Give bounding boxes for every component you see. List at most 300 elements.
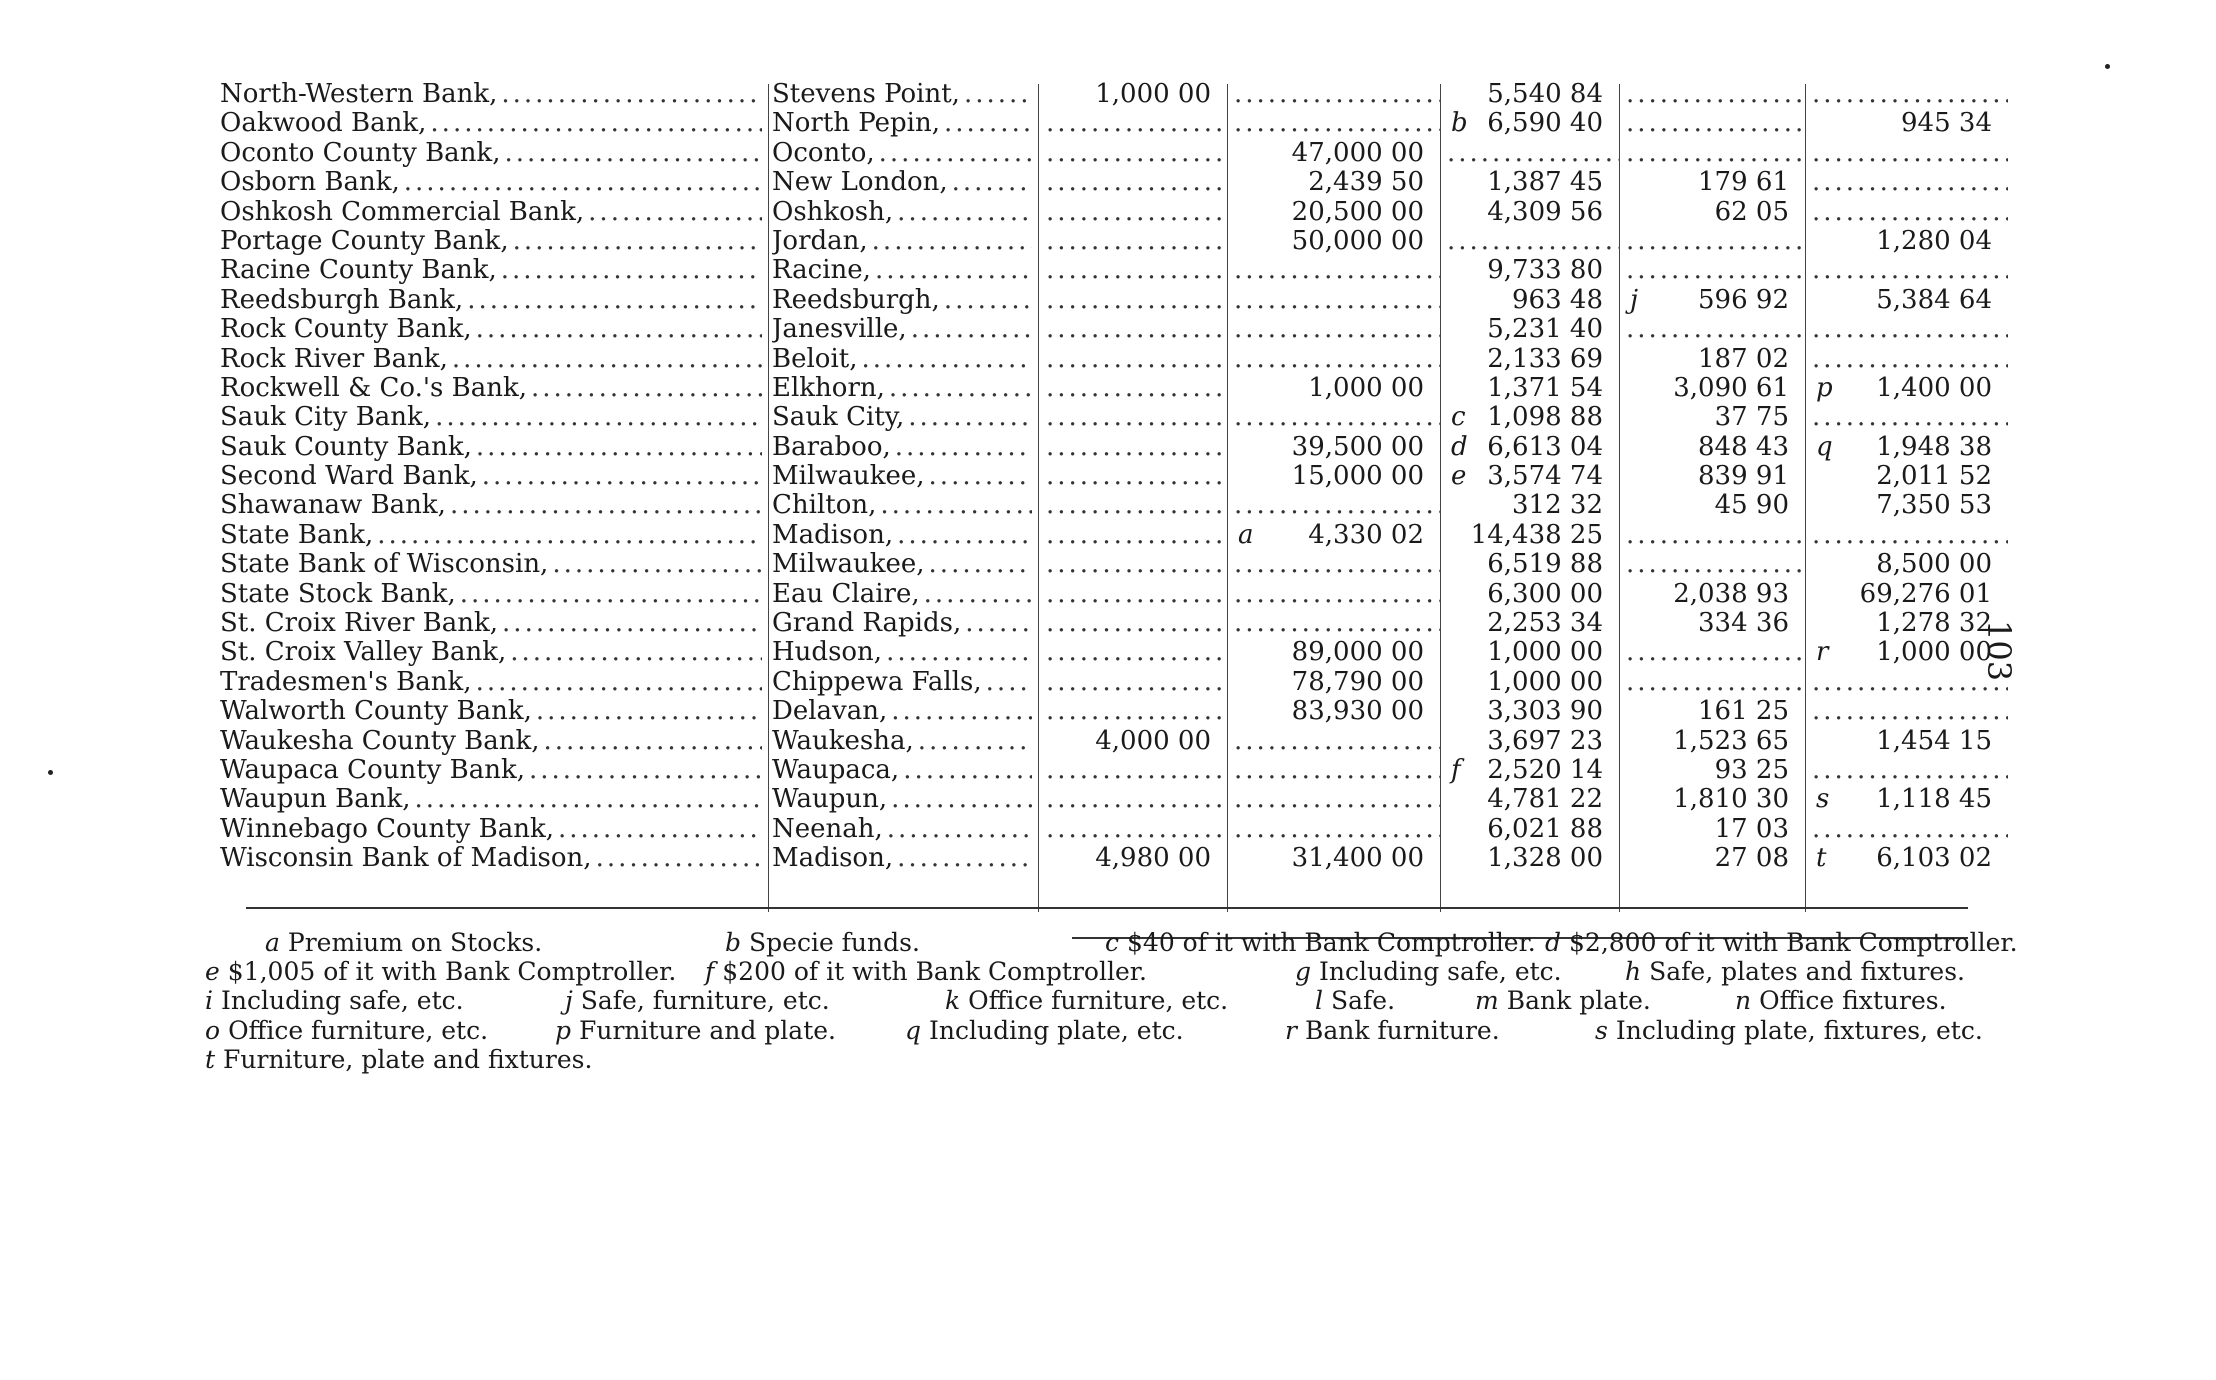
amount-value: 31,400 00 [1291, 844, 1424, 874]
dot-leader [1626, 668, 1805, 697]
dot-leader [897, 521, 1032, 550]
bank-name [220, 374, 762, 403]
dot-leader [1626, 638, 1805, 667]
dot-leader [986, 668, 1032, 697]
bank-name [220, 345, 762, 374]
footnote-marker: b [1451, 109, 1468, 139]
dot-leader [476, 315, 762, 344]
amount-cell [1443, 286, 1619, 315]
bank-name-text: Waukesha County Bank, [220, 726, 540, 756]
dot-leader [435, 403, 762, 432]
dot-leader [1447, 139, 1619, 168]
amount-cell [1443, 168, 1619, 197]
footnote-text: Office fixtures. [1759, 986, 1947, 1016]
location-column [772, 80, 1032, 874]
dot-leader [952, 168, 1032, 197]
footnote-key: f [705, 957, 715, 987]
dot-leader [903, 756, 1032, 785]
footnote-key: q [905, 1015, 922, 1045]
footnote-text: $2,800 of it with Bank Comptroller. [1569, 928, 2018, 957]
bank-location [772, 345, 1032, 374]
amount-cell [1808, 109, 2008, 138]
amount-value: 6,613 04 [1487, 432, 1603, 462]
amount-value: 7,350 53 [1876, 491, 1992, 521]
bank-name [220, 286, 762, 315]
amount-value: 5,384 64 [1876, 285, 1992, 315]
bank-name-column [220, 80, 762, 874]
dot-leader [1046, 815, 1227, 844]
amount-cell [1443, 462, 1619, 491]
amount-cell [1443, 668, 1619, 697]
dot-leader [872, 227, 1032, 256]
dot-leader [1046, 286, 1227, 315]
bank-name-text: Sauk County Bank, [220, 432, 472, 462]
bank-location-text: Stevens Point, [772, 80, 960, 109]
bank-location-text: North Pepin, [772, 109, 940, 139]
footnote-key: h [1625, 957, 1642, 987]
bank-location-text: Chippewa Falls, [772, 667, 982, 697]
bank-location-text: New London, [772, 168, 948, 198]
empty-cell [1230, 609, 1440, 638]
dot-leader [1234, 315, 1440, 344]
bank-location [772, 697, 1032, 726]
empty-cell [1042, 315, 1227, 344]
bank-location [772, 815, 1032, 844]
amount-value: 14,438 25 [1470, 520, 1603, 550]
dot-leader [1046, 139, 1227, 168]
amount-value: 1,000 00 [1876, 638, 1992, 668]
footnote-text: Including safe, etc. [1319, 957, 1562, 987]
amount-value: 37 75 [1714, 403, 1789, 433]
dot-leader [1626, 109, 1805, 138]
column-divider [1619, 84, 1620, 912]
dot-leader [1626, 80, 1805, 109]
amount-cell [1230, 227, 1440, 256]
dot-leader [1234, 286, 1440, 315]
footnotes [205, 928, 2018, 1074]
amount-value: 1,810 30 [1673, 785, 1789, 815]
amount-cell [1443, 198, 1619, 227]
dot-leader [404, 168, 762, 197]
dot-leader [1234, 491, 1440, 520]
amount-cell [1443, 785, 1619, 814]
amount-value: 69,276 01 [1859, 579, 1992, 609]
empty-cell [1808, 815, 2008, 844]
amount-cell [1443, 580, 1619, 609]
footnote-text: $1,005 of it with Bank Comptroller. [227, 957, 677, 987]
empty-cell [1230, 727, 1440, 756]
bank-name-text: Waupaca County Bank, [220, 755, 525, 785]
dot-leader [911, 315, 1032, 344]
bank-location-text: Waupaca, [772, 755, 900, 785]
dot-leader [1046, 550, 1227, 579]
amount-cell [1443, 109, 1619, 138]
empty-cell [1042, 109, 1227, 138]
amount-cell [1443, 844, 1619, 873]
bank-location [772, 550, 1032, 579]
amount-value: 2,520 14 [1487, 755, 1603, 785]
footnote [725, 928, 920, 957]
amount-cell [1622, 374, 1805, 403]
amount-cell [1443, 756, 1619, 785]
bank-location-text: Sauk City, [772, 403, 905, 433]
amount-cell [1443, 433, 1619, 462]
amount-value: 1,098 88 [1487, 403, 1603, 433]
dot-leader [452, 345, 762, 374]
amount-value: 1,387 45 [1487, 168, 1603, 198]
amount-value: 4,330 02 [1308, 520, 1424, 550]
dot-leader [1046, 168, 1227, 197]
empty-cell [1808, 315, 2008, 344]
amount-value: 1,400 00 [1876, 373, 1992, 403]
bank-name [220, 256, 762, 285]
amount-cell [1443, 374, 1619, 403]
dot-leader [1046, 491, 1227, 520]
amount-cell [1622, 815, 1805, 844]
dot-leader [879, 139, 1032, 168]
empty-cell [1230, 315, 1440, 344]
bank-location [772, 168, 1032, 197]
bank-location [772, 374, 1032, 403]
dot-leader [1626, 315, 1805, 344]
print-speck [48, 770, 53, 775]
amount-value: 5,231 40 [1487, 315, 1603, 345]
amount-cell [1622, 345, 1805, 374]
amount-value: 78,790 00 [1291, 667, 1424, 697]
amount-cell [1622, 844, 1805, 873]
amount-cell [1042, 727, 1227, 756]
empty-cell [1230, 785, 1440, 814]
empty-cell [1042, 256, 1227, 285]
amount-value: 4,309 56 [1487, 197, 1603, 227]
bank-location-text: Baraboo, [772, 432, 891, 462]
bank-location-text: Chilton, [772, 491, 877, 521]
dot-leader [1812, 697, 2008, 726]
dot-leader [1234, 815, 1440, 844]
bank-name-text: State Stock Bank, [220, 579, 456, 609]
amount-value: 39,500 00 [1291, 432, 1424, 462]
amount-value: 6,519 88 [1487, 550, 1603, 580]
dot-leader [1046, 198, 1227, 227]
amount-value: 20,500 00 [1291, 197, 1424, 227]
dot-leader [1046, 374, 1227, 403]
footnote-text: Premium on Stocks. [287, 928, 543, 957]
bank-name-text: Reedsburgh Bank, [220, 285, 464, 315]
empty-cell [1622, 256, 1805, 285]
amount-cell [1443, 521, 1619, 550]
dot-leader [1812, 521, 2008, 550]
footnote-marker: c [1451, 403, 1466, 433]
bank-name-text: Walworth County Bank, [220, 697, 532, 727]
footnote-text: Bank plate. [1506, 986, 1651, 1016]
dot-leader [450, 491, 762, 520]
amount-value: 3,090 61 [1673, 373, 1789, 403]
footnote [1295, 957, 1562, 986]
dot-leader [1626, 256, 1805, 285]
bank-name [220, 227, 762, 256]
empty-cell [1042, 609, 1227, 638]
dot-leader [862, 345, 1033, 374]
dot-leader [536, 697, 762, 726]
dot-leader [558, 815, 762, 844]
amount-cell [1443, 638, 1619, 667]
footnote-key: c [1105, 928, 1120, 957]
dot-leader [596, 844, 762, 873]
empty-cell [1622, 227, 1805, 256]
bank-name [220, 168, 762, 197]
empty-cell [1230, 109, 1440, 138]
dot-leader [1046, 756, 1227, 785]
amount-cell [1808, 491, 2008, 520]
dot-leader [1812, 403, 2008, 432]
bank-location-text: Delavan, [772, 697, 888, 727]
amount-cell [1808, 433, 2008, 462]
empty-cell [1230, 550, 1440, 579]
footnote-text: Including plate, etc. [929, 1015, 1184, 1045]
column-divider [1805, 84, 1806, 912]
footnote [1595, 1016, 1983, 1045]
footnote [205, 986, 464, 1015]
empty-cell [1808, 139, 2008, 168]
footnote-key: r [1285, 1015, 1297, 1045]
bank-location [772, 403, 1032, 432]
bank-location-text: Janesville, [772, 315, 907, 345]
amount-column-4 [1622, 80, 1805, 874]
footnote-marker: f [1451, 755, 1461, 785]
amount-value: 6,300 00 [1487, 579, 1603, 609]
amount-cell [1622, 609, 1805, 638]
dot-leader [891, 785, 1032, 814]
dot-leader [1046, 345, 1227, 374]
amount-value: 1,000 00 [1308, 373, 1424, 403]
amount-value: 6,590 40 [1487, 109, 1603, 139]
empty-cell [1042, 785, 1227, 814]
bank-location [772, 580, 1032, 609]
footnote [205, 1045, 592, 1074]
bank-location [772, 286, 1032, 315]
footnote-marker: t [1816, 844, 1827, 874]
dot-leader [476, 433, 762, 462]
empty-cell [1622, 80, 1805, 109]
empty-cell [1808, 345, 2008, 374]
amount-value: 83,930 00 [1291, 697, 1424, 727]
empty-cell [1808, 403, 2008, 432]
empty-cell [1230, 580, 1440, 609]
amount-value: 4,980 00 [1095, 844, 1211, 874]
empty-cell [1042, 227, 1227, 256]
amount-cell [1622, 433, 1805, 462]
dot-leader [1046, 609, 1227, 638]
amount-value: 3,303 90 [1487, 697, 1603, 727]
dot-leader [880, 491, 1032, 520]
bank-name [220, 80, 762, 109]
amount-value: 2,011 52 [1876, 462, 1992, 492]
dot-leader [482, 462, 762, 491]
footnote [205, 1016, 488, 1045]
bank-name [220, 815, 762, 844]
dot-leader [1234, 550, 1440, 579]
amount-value: 1,000 00 [1487, 667, 1603, 697]
empty-cell [1230, 286, 1440, 315]
empty-cell [1230, 80, 1440, 109]
empty-cell [1622, 638, 1805, 667]
empty-cell [1230, 756, 1440, 785]
bank-location-text: Elkhorn, [772, 373, 885, 403]
amount-value: 1,454 15 [1876, 726, 1992, 756]
empty-cell [1042, 550, 1227, 579]
footnote-line [205, 1045, 2005, 1074]
amount-cell [1230, 139, 1440, 168]
dot-leader [897, 198, 1032, 227]
dot-leader [513, 227, 762, 256]
amount-cell [1443, 491, 1619, 520]
empty-cell [1230, 403, 1440, 432]
bank-name-text: Osborn Bank, [220, 168, 400, 198]
dot-leader [1234, 403, 1440, 432]
dot-leader [1234, 580, 1440, 609]
bank-location [772, 109, 1032, 138]
column-divider [1038, 84, 1039, 912]
footnote-line [205, 928, 2018, 957]
dot-leader [1812, 315, 2008, 344]
amount-cell [1042, 80, 1227, 109]
empty-cell [1622, 550, 1805, 579]
bank-location [772, 609, 1032, 638]
bank-location-text: Jordan, [772, 226, 868, 256]
amount-cell [1230, 638, 1440, 667]
dot-leader [1046, 462, 1227, 491]
footnote [1475, 986, 1651, 1015]
bank-location [772, 462, 1032, 491]
bank-name-text: Racine County Bank, [220, 256, 497, 286]
empty-cell [1042, 286, 1227, 315]
amount-value: 6,103 02 [1876, 844, 1992, 874]
dot-leader [1812, 756, 2008, 785]
amount-value: 2,439 50 [1308, 168, 1424, 198]
amount-value: 8,500 00 [1876, 550, 1992, 580]
bank-name-text: Wisconsin Bank of Madison, [220, 844, 592, 874]
amount-cell [1622, 697, 1805, 726]
empty-cell [1042, 638, 1227, 667]
dot-leader [1812, 668, 2008, 697]
footnote-marker: e [1451, 462, 1467, 492]
amount-cell [1808, 844, 2008, 873]
dot-leader [502, 609, 762, 638]
column-divider [1440, 84, 1441, 912]
footnote-key: n [1735, 986, 1752, 1016]
dot-leader [875, 256, 1032, 285]
dot-leader [908, 403, 1032, 432]
bank-location [772, 198, 1032, 227]
amount-cell [1443, 80, 1619, 109]
dot-leader [501, 80, 762, 109]
amount-value: 1,523 65 [1673, 726, 1789, 756]
bank-name [220, 697, 762, 726]
bank-name [220, 727, 762, 756]
dot-leader [510, 638, 762, 667]
bank-name-text: Tradesmen's Bank, [220, 667, 472, 697]
amount-cell [1622, 462, 1805, 491]
empty-cell [1230, 491, 1440, 520]
bank-name-text: Waupun Bank, [220, 785, 411, 815]
amount-value: 27 08 [1714, 844, 1789, 874]
bank-name [220, 580, 762, 609]
footnote-text: Safe, furniture, etc. [580, 986, 830, 1016]
amount-cell [1808, 638, 2008, 667]
amount-value: 2,038 93 [1673, 579, 1789, 609]
footnote [1545, 928, 2018, 957]
footnote [945, 986, 1228, 1015]
dot-leader [895, 433, 1032, 462]
dot-leader [1812, 345, 2008, 374]
footnote-key: o [205, 1015, 221, 1045]
amount-value: 3,574 74 [1487, 462, 1603, 492]
dot-leader [1626, 227, 1805, 256]
amount-cell [1230, 521, 1440, 550]
bank-location [772, 315, 1032, 344]
footnote-text: Bank furniture. [1304, 1015, 1500, 1045]
dot-leader [1812, 256, 2008, 285]
dot-leader [886, 638, 1032, 667]
amount-cell [1443, 727, 1619, 756]
bank-name-text: Oconto County Bank, [220, 138, 501, 168]
empty-cell [1622, 139, 1805, 168]
bank-name-text: St. Croix Valley Bank, [220, 638, 507, 668]
amount-cell [1622, 286, 1805, 315]
bank-location [772, 638, 1032, 667]
dot-leader [1046, 433, 1227, 462]
footnote [1105, 928, 1536, 957]
dot-leader [897, 844, 1032, 873]
amount-value: 1,278 32 [1876, 609, 1992, 639]
empty-cell [1042, 668, 1227, 697]
dot-leader [918, 727, 1032, 756]
bank-location-text: Eau Claire, [772, 579, 920, 609]
amount-value: 50,000 00 [1291, 226, 1424, 256]
footnote-text: Including plate, fixtures, etc. [1615, 1015, 1983, 1045]
amount-cell [1042, 844, 1227, 873]
dot-leader [1812, 815, 2008, 844]
footnote-text: Safe. [1331, 986, 1396, 1016]
amount-value: 5,540 84 [1487, 80, 1603, 109]
dot-leader [501, 256, 762, 285]
bank-name [220, 403, 762, 432]
amount-cell [1622, 491, 1805, 520]
footnote-text: Furniture and plate. [579, 1015, 836, 1045]
amount-cell [1622, 785, 1805, 814]
empty-cell [1622, 521, 1805, 550]
empty-cell [1808, 697, 2008, 726]
bank-name [220, 462, 762, 491]
empty-cell [1808, 80, 2008, 109]
empty-cell [1042, 462, 1227, 491]
amount-value: 62 05 [1714, 197, 1789, 227]
bank-name [220, 844, 762, 873]
amount-cell [1230, 433, 1440, 462]
bank-name [220, 638, 762, 667]
footnote [1285, 1016, 1500, 1045]
bank-location [772, 668, 1032, 697]
amount-cell [1808, 550, 2008, 579]
footnote [555, 1016, 836, 1045]
bank-name [220, 198, 762, 227]
amount-cell [1622, 580, 1805, 609]
dot-leader [944, 286, 1032, 315]
empty-cell [1042, 168, 1227, 197]
column-divider [768, 84, 769, 912]
bank-location-text: Madison, [772, 520, 894, 550]
dot-leader [1046, 638, 1227, 667]
